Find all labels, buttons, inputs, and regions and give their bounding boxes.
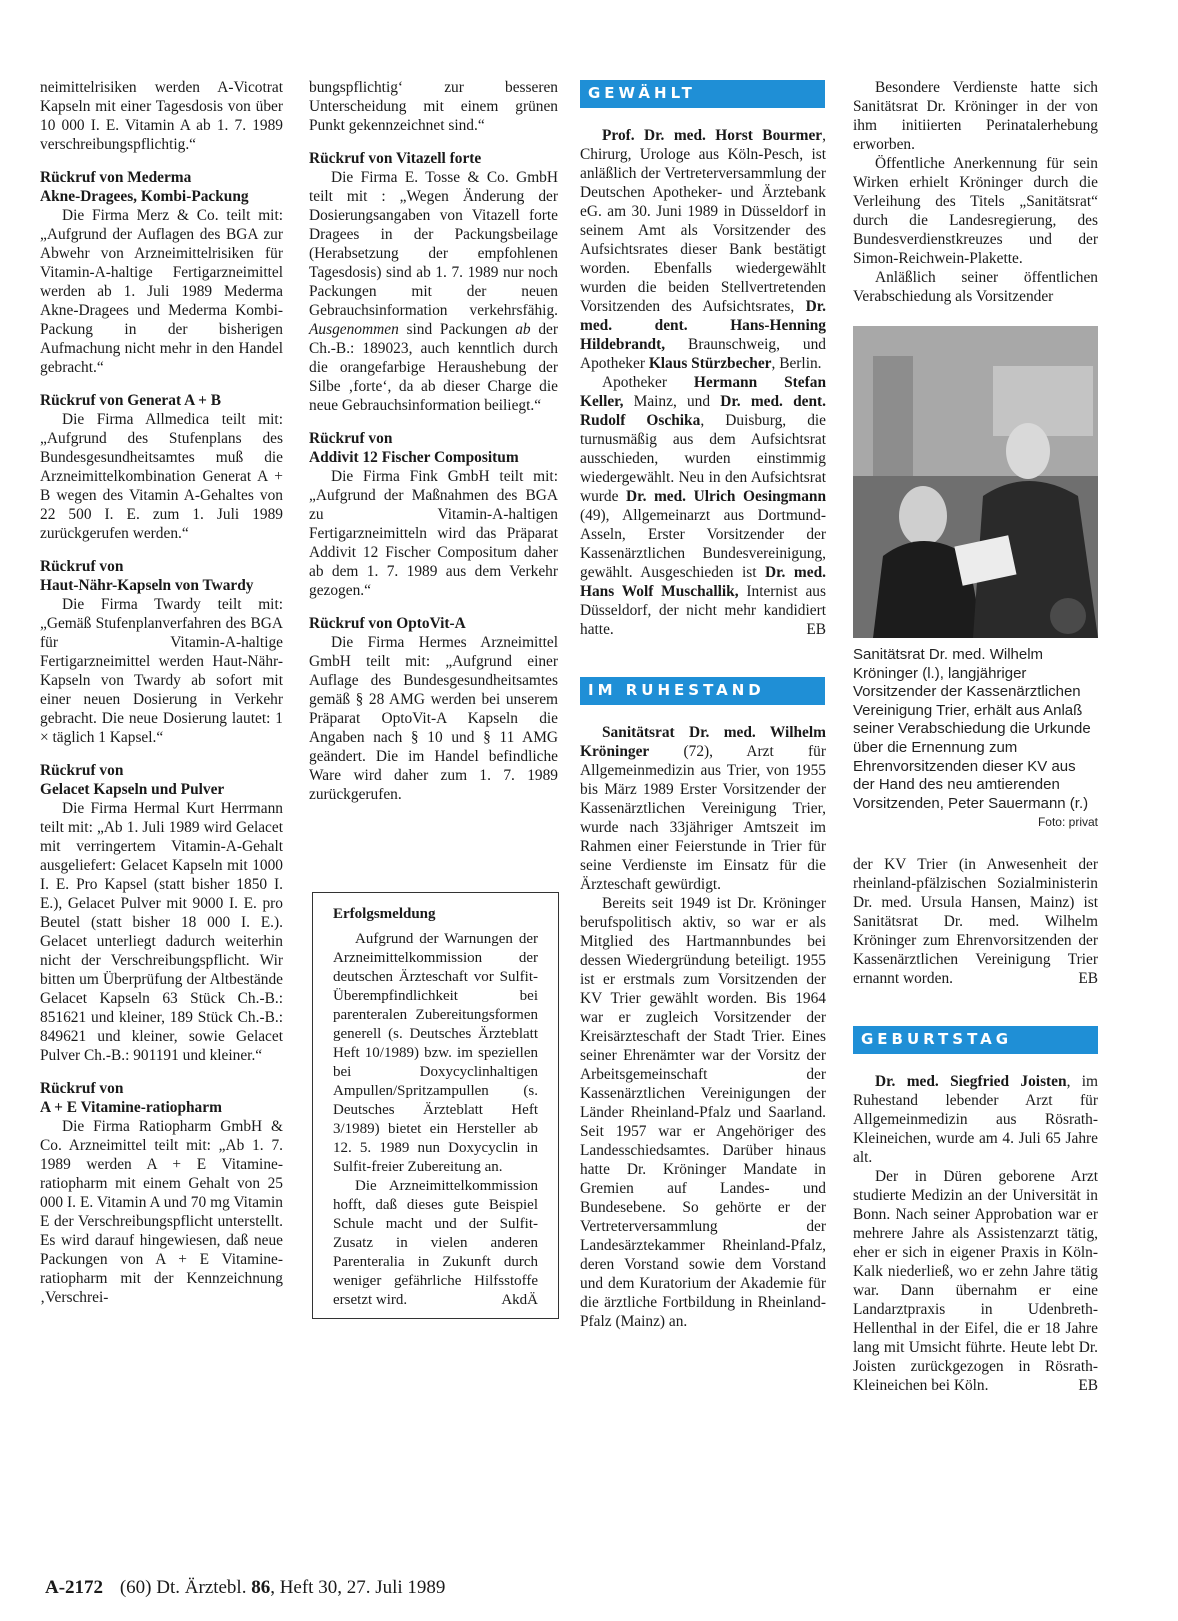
col2-heading-addivit-1: Rückruf von [309,430,393,447]
column-4-top [853,78,1098,306]
footer-page-number: A-2172 [45,1577,104,1598]
col1-text-gelacet: Die Firma Hermal Kurt Herrmann teilt mit: „Ab 1. Juli 1989 wird Gelacet mit verringertem Vitamin-A-Gehalt ausgeliefert: Gelacet Kapseln mit 1000 I. E. Pro Kapsel (statt bisher 1850 I. E.), Gelacet Pulver mit 9000 I. E. pro Beutel (statt bisher 18 000 I. E.). Gelacet unterliegt dadurch weiterhin nicht der Verschreibungspflicht. Wir bitten um Überprüfung der Altbestände Gelacet Kapseln 63 Stück Ch.-B.: 851621 und kleiner, 189 Stück Ch.-B.: 849621 und kleiner, sowie Gelacet Pulver Ch.-B.: 901191 und kleiner.“ [40,800,283,1064]
col1-heading-ratiopharm-2: A + E Vitamine-ratiopharm [40,1099,222,1116]
tag-label-geburtstag: GEBURTSTAG [861,1030,1013,1048]
gewaehlt-signature: EB [806,621,826,638]
col1-heading-ratiopharm-1: Rückruf von [40,1080,124,1097]
page-footer [45,1577,445,1599]
gewaehlt-paragraph-1: Prof. Dr. med. Horst Bourmer, Chirurg, Urologe aus Köln-Pesch, ist anläßlich der Vertreterversammlung der Deutschen Apotheker- und Ärztebank eG. am 30. Juni 1989 in Düsseldorf in seinem Amt als Vorsitzender des Aufsichtsrates dieser Bank bestätigt worden. Ebenfalls wiedergewählt wurden die beiden Stellvertretenden Vorsitzenden des Aufsichtsrates, Dr. med. dent. Hans-Henning Hildebrandt, Braunschweig, und Apotheker Klaus Stürzbecher, Berlin. [580,127,826,372]
geburtstag-signature: EB [1078,1377,1098,1394]
tag-label-gewaehlt: GEWÄHLT [588,84,696,102]
col1-text-generat: Die Firma Allmedica teilt mit: „Aufgrund des Stufenplans des Bundesgesundheitsamtes muß die Arzneimittelkombination Generat A + B wegen des Vitamin A-Gehaltes von 22 500 I. E. zum 1. Juli 1989 zurückgerufen werden.“ [40,411,283,542]
col2-heading-vitazell: Rückruf von Vitazell forte [309,150,482,167]
column-2 [309,78,558,804]
col1-heading-twardy-1: Rückruf von [40,558,124,575]
erfolgsmeldung-box [312,892,559,1319]
ruhestand-paragraph-1: Sanitätsrat Dr. med. Wilhelm Kröninger (72), Arzt für Allgemeinmedizin aus Trier, von 1955 bis März 1989 Erster Vorsitzender der Kassenärztlichen Vereinigung Trier, wurde nach 33jähriger Amtszeit im Rahmen einer Feierstunde in Trier für seine Verdienste im Einsatz für die Ärzteschaft gewürdigt. [580,724,826,893]
column-4-bottom [853,855,1098,1395]
col2-heading-optovit: Rückruf von OptoVit-A [309,615,466,632]
box-title: Erfolgsmeldung [333,906,436,922]
photo-caption [853,646,1098,832]
photo-scene [853,326,1098,638]
col1-heading-mederma-2: Akne-Dragees, Kombi-Packung [40,188,249,205]
col4-paragraph-4: der KV Trier (in Anwesenheit der rheinland-pfälzischen Sozialministerin Dr. med. Ursula Hansen, Mainz) ist Sanitätsrat Dr. med. Wilhelm Kröninger zum Ehrenvorsitzenden der Kassenärztlichen Vereinigung Trier ernannt worden. EB [853,856,1098,987]
col2-heading-addivit-2: Addivit 12 Fischer Compositum [309,449,519,466]
section-tag-ruhestand [580,677,826,709]
tag-label-ruhestand: IM RUHESTAND [588,681,765,699]
col1-heading-generat: Rückruf von Generat A + B [40,392,222,409]
box-paragraph-2: Die Arzneimittelkommission hofft, daß dieses gute Beispiel Schule macht und der Sulfit-Zusatz in vielen anderen Parenteralia in Zukunft durch weniger gefährliche Hilfsstoffe ersetzt wird. [333,1178,538,1308]
section-tag-geburtstag [853,1026,1098,1058]
gewaehlt-paragraph-2: Apotheker Hermann Stefan Keller, Mainz, und Dr. med. dent. Rudolf Oschika, Duisburg, die turnusmäßig aus dem Aufsichtsrat ausschieden, wurden einstimmig wiedergewählt. Neu in den Aufsichtsrat wurde Dr. med. Ulrich Oesingmann (49), Allgemeinarzt aus Dortmund-Asseln, Erster Vorsitzender der Kassenärztlichen Bundesvereinigung, gewählt. Ausgeschieden ist Dr. med. Hans Wolf Muschallik, Internist aus Düsseldorf, der nicht mehr kandidiert hatte. EB [580,374,827,638]
col2-intro: bungspflichtig‘ zur besseren Unterscheidung mit einem grünen Punkt gekennzeichnet sind.“ [309,79,558,134]
ruhestand-paragraph-2: Bereits seit 1949 ist Dr. Kröninger berufspolitisch aktiv, so war er als Mitglied des Hartmannbundes bei dessen Wiedergründung beteiligt. 1955 ist er erstmals zum Vorsitzenden der KV Trier gewählt worden. Bis 1964 war er zugleich Vorsitzender der Kreisärzteschaft der Stadt Trier. Eines seiner Ehrenämter war der Vorsitz der Arbeitsgemeinschaft der Kassenärztlichen Vereinigungen der Länder Rheinland-Pfalz und Saarland. Seit 1957 war er Angehöriger des Landesschiedsamtes. Darüber hinaus hatte Dr. Kröninger Mandate in Gremien auf Landes- und Bundesebene. So gehörte er der Vertreterversammlung der Landesärztekammer Rheinland-Pfalz, deren Vorstand sowie dem Vorstand und dem Kuratorium der Akademie für die ärztliche Fortbildung in Rheinland-Pfalz (Mainz) an. [580,895,826,1330]
footer-journal: (60) Dt. Ärztebl. [119,1577,247,1598]
footer-issue: , Heft 30, 27. Juli 1989 [270,1577,446,1598]
col1-heading-mederma-1: Rückruf von Mederma [40,169,192,186]
photo-kroeninger-sauermann [853,326,1098,638]
col4-paragraph-2: Öffentliche Anerkennung für sein Wirken erhielt Kröninger durch die Verleihung des Titels „Sanitätsrat“ durch die Landesregierung, des Bundesverdienstkreuzes und der Simon-Reichwein-Plakette. [853,155,1098,267]
col1-text-ratiopharm: Die Firma Ratiopharm GmbH & Co. Arzneimittel teilt mit: „Ab 1. 7. 1989 werden A + E Vitamine-ratiopharm mit einem Gehalt von 25 000 I. E. Vitamin A und 70 mg Vitamin E der Verschreibungspflicht unterstellt. Es wird darauf hingewiesen, daß neue Packungen von A + E Vitamine-ratiopharm mit der Kennzeichnung ‚Verschrei- [40,1118,283,1306]
col2-text-vitazell: Die Firma E. Tosse & Co. GmbH teilt mit : „Wegen Änderung der Dosierungsangaben von Vitazell forte Dragees in der Packungsbeilage (Herabsetzung der empfohlenen Tagesdosis) sind ab 1. 7. 1989 nur noch Packungen mit der neuen Gebrauchsinformation verkehrsfähig. Ausgenommen sind Packungen ab der Ch.-B.: 189023, auch kenntlich durch die orangefarbige Heraushebung der Silbe ‚forte‘, da ab dieser Charge die neue Gebrauchsinformation beiliegt.“ [309,169,558,414]
col1-text-mederma: Die Firma Merz & Co. teilt mit: „Aufgrund der Auflagen des BGA zur Abwehr von Arzneimittelrisiken für Vitamin-A-haltige Fertigarzneimittel werden ab 1. Juli 1989 Mederma Akne-Dragees und Mederma Kombi-Packung in der bisherigen Aufmachung nicht mehr in den Handel gebracht.“ [40,207,283,376]
section-tag-gewaehlt [580,80,826,112]
photo-credit: Foto: privat [1037,815,1098,830]
caption-text: Sanitätsrat Dr. med. Wilhelm Kröninger (l.), langjähriger Vorsitzender der Kassenärztlichen Vereinigung Trier, erhält aus Anlaß seiner Verabschiedung die Urkunde über die Ernennung zum Ehrenvorsitzenden dieser KV aus der Hand des neu amtierenden Vorsitzenden, Peter Sauermann (r.) [853,646,1091,812]
column-3 [580,80,826,1331]
col1-heading-gelacet-1: Rückruf von [40,762,124,779]
column-1 [40,78,283,1307]
col4-paragraph-3: Anläßlich seiner öffentlichen Verabschiedung als Vorsitzender [853,269,1098,305]
geburtstag-paragraph-1: Dr. med. Siegfried Joisten, im Ruhestand lebender Arzt für Allgemeinmedizin aus Rösrath-Kleineichen, wurde am 4. Juli 65 Jahre alt. [853,1073,1098,1166]
box-paragraph-1: Aufgrund der Warnungen der Arzneimittelkommission der deutschen Ärzteschaft vor Sulfit-Überempfindlichkeit bei parenteralen Zubereitungsformen generell (s. Deutsches Ärzteblatt Heft 10/1989) bzw. im speziellen bei Doxycyclinhaltigen Ampullen/Spritzampullen (s. Deutsches Ärzteblatt Heft 3/1989) bietet ein Hersteller ab 12. 5. 1989 nun Doxycyclin in Sulfit-freier Zubereitung an. [333,931,538,1175]
box-signature: AkdÄ [501,1292,538,1308]
footer-volume: 86 [251,1577,271,1598]
geburtstag-paragraph-2: Der in Düren geborene Arzt studierte Medizin an der Universität in Bonn. Nach seiner Approbation war er mehrere Jahre als Assistenzarzt tätig, eher er sich in eigener Praxis in Köln-Kalk niederließ, wo er zehn Jahre tätig war. Dann übernahm er eine Landarztpraxis in Udenbreth-Hellenthal in der Eifel, die er 18 Jahre lang mit Umsicht führte. Heute lebt Dr. Joisten zurückgezogen in Rösrath-Kleineichen bei Köln. EB [853,1168,1098,1394]
col2-text-optovit: Die Firma Hermes Arzneimittel GmbH teilt mit: „Aufgrund einer Auflage des Bundesgesundheitsamtes gemäß § 28 AMG werden bei unserem Präparat OptoVit-A Kapseln die Angaben nach § 10 und § 11 AMG geändert. Die im Handel befindliche Ware wird daher zum 1. 7. 1989 zurückgerufen. [309,634,558,803]
col1-text-twardy: Die Firma Twardy teilt mit: „Gemäß Stufenplanverfahren des BGA für Vitamin-A-haltige Fertigarzneimittel werden Haut-Nähr-Kapseln von Twardy ab sofort mit einer neuen Dosierung in Verkehr gebracht. Die neue Dosierung lautet: 1 × täglich 1 Kapsel.“ [40,596,283,746]
col1-intro: neimittelrisiken werden A-Vicotrat Kapseln mit einer Tagesdosis von über 10 000 I. E. Vitamin A ab 1. 7. 1989 verschreibungspflichtig.“ [40,79,283,153]
col4-paragraph-1: Besondere Verdienste hatte sich Sanitätsrat Dr. Kröninger in der von ihm initiierten Perinatalerhebung erworben. [853,79,1098,153]
col1-heading-twardy-2: Haut-Nähr-Kapseln von Twardy [40,577,254,594]
col2-text-addivit: Die Firma Fink GmbH teilt mit: „Aufgrund der Maßnahmen des BGA zu Vitamin-A-haltigen Fertigarzneimitteln wird das Präparat Addivit 12 Fischer Compositum daher ab dem 1. 7. 1989 aus dem Verkehr gezogen.“ [309,468,558,599]
col1-heading-gelacet-2: Gelacet Kapseln und Pulver [40,781,225,798]
col4-signature: EB [1078,970,1098,987]
